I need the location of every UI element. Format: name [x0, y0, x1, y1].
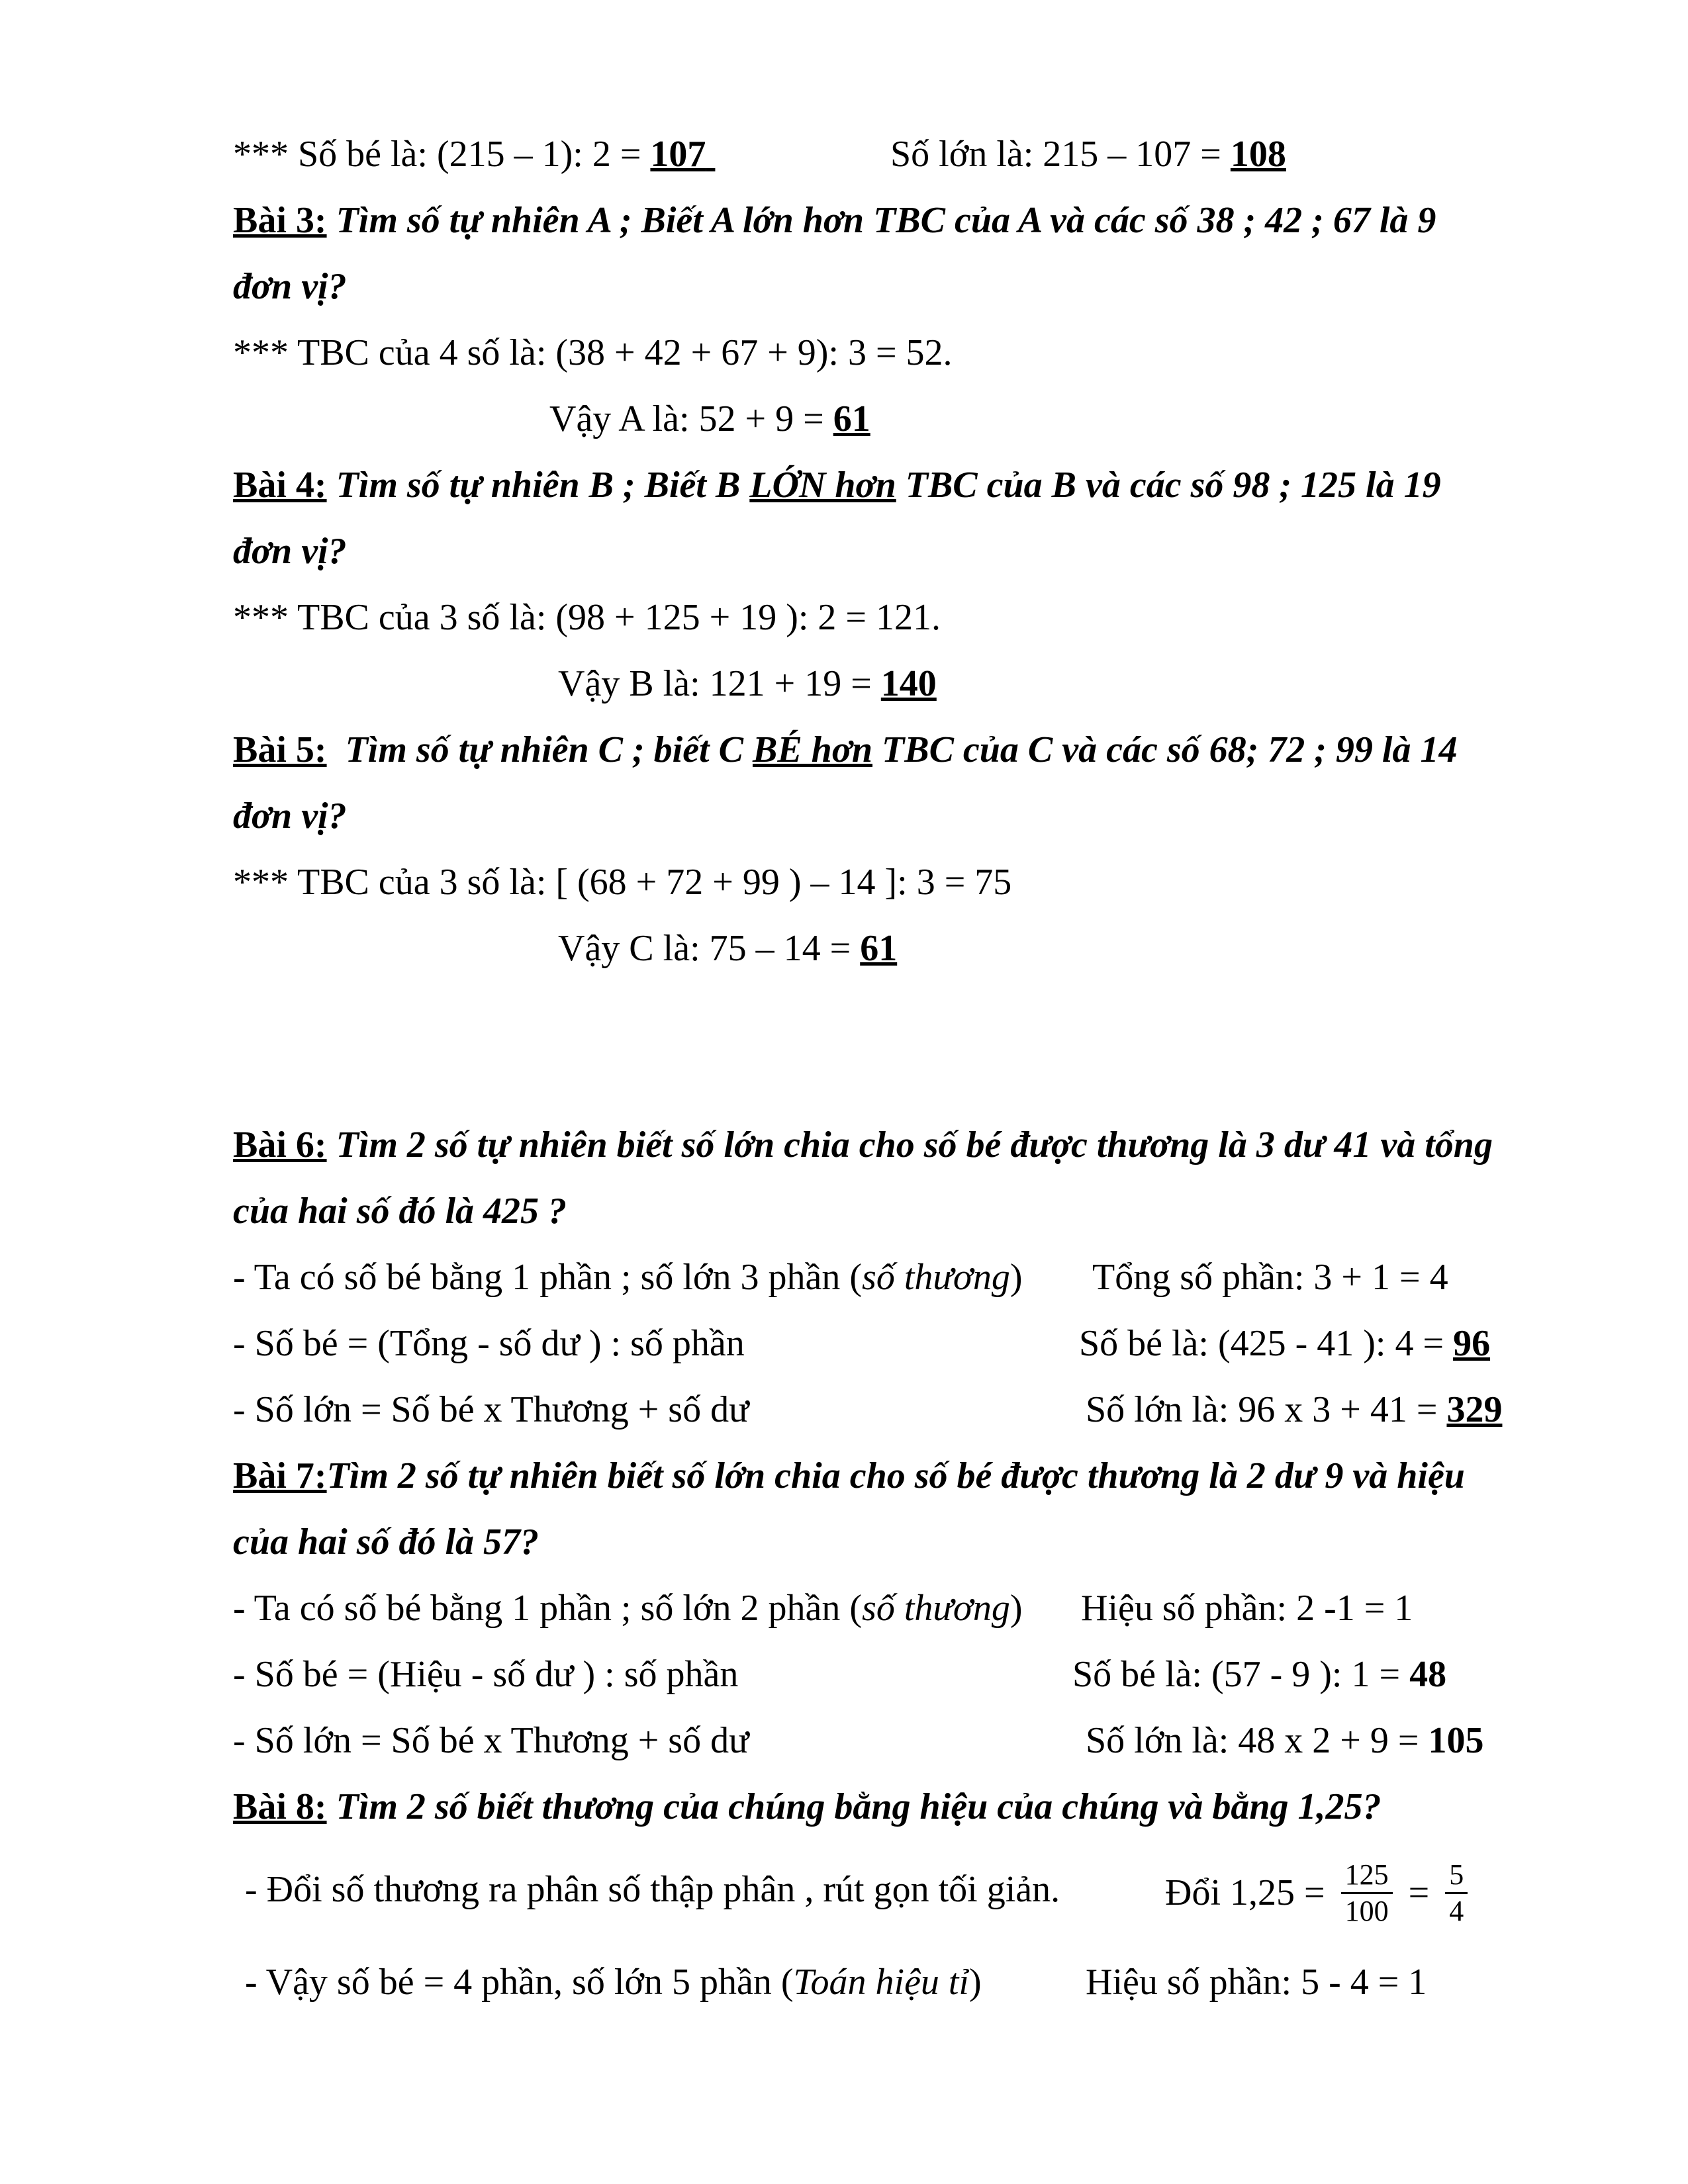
answer-107: 107	[650, 134, 706, 175]
bai8-row-2: - Vậy số bé = 4 phần, số lớn 5 phần (Toán hiệu tỉ)	[245, 1962, 982, 2003]
bai5-label: Bài 5:	[233, 729, 327, 770]
bai5-question-cont: đơn vị?	[233, 796, 347, 837]
bai7-answer-large: 105	[1428, 1720, 1484, 1761]
bai7-answer-small: 48	[1409, 1654, 1447, 1695]
bai3-solution-2: Vậy A là: 52 + 9 = 61	[549, 398, 870, 439]
bai6-row-2-right: Số bé là: (425 - 41 ): 4 = 96	[1079, 1323, 1491, 1364]
bai8-fraction-conversion: Đổi 1,25 = $\frac{125}{100}$ = $\frac{5}{4}$	[1165, 1846, 1474, 1933]
bai7-question: Bài 7:Tìm 2 số tự nhiên biết số lớn chia cho số bé được thương là 2 dư 9 và hiệu	[233, 1455, 1465, 1496]
bai5-answer: 61	[860, 928, 898, 969]
fraction-5-4: $\frac{5}{4}$	[1445, 1858, 1468, 1929]
bai7-label: Bài 7:	[233, 1455, 327, 1496]
bai8-label: Bài 8:	[233, 1786, 327, 1827]
bai3-solution-1: *** TBC của 4 số là: (38 + 42 + 67 + 9): 3 = 52.	[233, 332, 953, 373]
answer-108: 108	[1230, 134, 1286, 175]
bai4-label: Bài 4:	[233, 465, 327, 506]
bai6-answer-small: 96	[1453, 1323, 1491, 1364]
bai6-row-3-right: Số lớn là: 96 x 3 + 41 = 329	[1086, 1389, 1503, 1430]
bai6-row-2: - Số bé = (Tổng - số dư ) : số phần	[233, 1323, 745, 1364]
bai7-row-1: - Ta có số bé bằng 1 phần ; số lớn 2 phần (số thương)	[233, 1588, 1023, 1629]
line-1-right: Số lớn là: 215 – 107 = 108	[890, 134, 1286, 175]
bai7-question-cont: của hai số đó là 57?	[233, 1522, 539, 1563]
bai4-question-cont: đơn vị?	[233, 531, 347, 572]
bai4-answer: 140	[880, 663, 937, 704]
bai4-question: Bài 4: Tìm số tự nhiên B ; Biết B LỚN hơn TBC của B và các số 98 ; 125 là 19	[233, 465, 1441, 506]
bai7-row-2: - Số bé = (Hiệu - số dư ) : số phần	[233, 1654, 739, 1695]
bai4-solution-1: *** TBC của 3 số là: (98 + 125 + 19 ): 2 = 121.	[233, 597, 941, 638]
bai8-row-2-right: Hiệu số phần: 5 - 4 = 1	[1086, 1962, 1427, 2003]
bai6-row-3: - Số lớn = Số bé x Thương + số dư	[233, 1389, 749, 1430]
bai3-question-cont: đơn vị?	[233, 266, 347, 307]
bai5-solution-1: *** TBC của 3 số là: [ (68 + 72 + 99 ) – 14 ]: 3 = 75	[233, 862, 1012, 903]
bai7-row-1-right: Hiệu số phần: 2 -1 = 1	[1081, 1588, 1413, 1629]
bai8-row-1: - Đổi số thương ra phân số thập phân , rút gọn tối giản.	[245, 1869, 1060, 1910]
bai6-row-1-right: Tổng số phần: 3 + 1 = 4	[1092, 1257, 1448, 1298]
bai7-row-3-right: Số lớn là: 48 x 2 + 9 = 105	[1086, 1720, 1484, 1761]
bai6-answer-large: 329	[1446, 1389, 1503, 1430]
line-1-left: *** Số bé là: (215 – 1): 2 = 107	[233, 134, 706, 175]
bai5-question: Bài 5: Tìm số tự nhiên C ; biết C BÉ hơn TBC của C và các số 68; 72 ; 99 là 14	[233, 729, 1458, 770]
bai6-question: Bài 6: Tìm 2 số tự nhiên biết số lớn chia cho số bé được thương là 3 dư 41 và tổng	[233, 1124, 1493, 1165]
bai6-row-1: - Ta có số bé bằng 1 phần ; số lớn 3 phần (số thương)	[233, 1257, 1023, 1298]
bai6-label: Bài 6:	[233, 1124, 327, 1165]
bai7-row-2-right: Số bé là: (57 - 9 ): 1 = 48	[1072, 1654, 1447, 1695]
bai3-question: Bài 3: Tìm số tự nhiên A ; Biết A lớn hơn TBC của A và các số 38 ; 42 ; 67 là 9	[233, 200, 1436, 241]
bai4-solution-2: Vậy B là: 121 + 19 = 140	[558, 663, 937, 704]
bai8-question: Bài 8: Tìm 2 số biết thương của chúng bằng hiệu của chúng và bằng 1,25?	[233, 1786, 1382, 1827]
bai3-label: Bài 3:	[233, 200, 327, 241]
bai3-answer: 61	[833, 398, 870, 439]
bai7-row-3: - Số lớn = Số bé x Thương + số dư	[233, 1720, 749, 1761]
bai6-question-cont: của hai số đó là 425 ?	[233, 1191, 567, 1232]
bai5-solution-2: Vậy C là: 75 – 14 = 61	[558, 928, 898, 969]
fraction-125-100: $\frac{125}{100}$	[1341, 1858, 1393, 1929]
